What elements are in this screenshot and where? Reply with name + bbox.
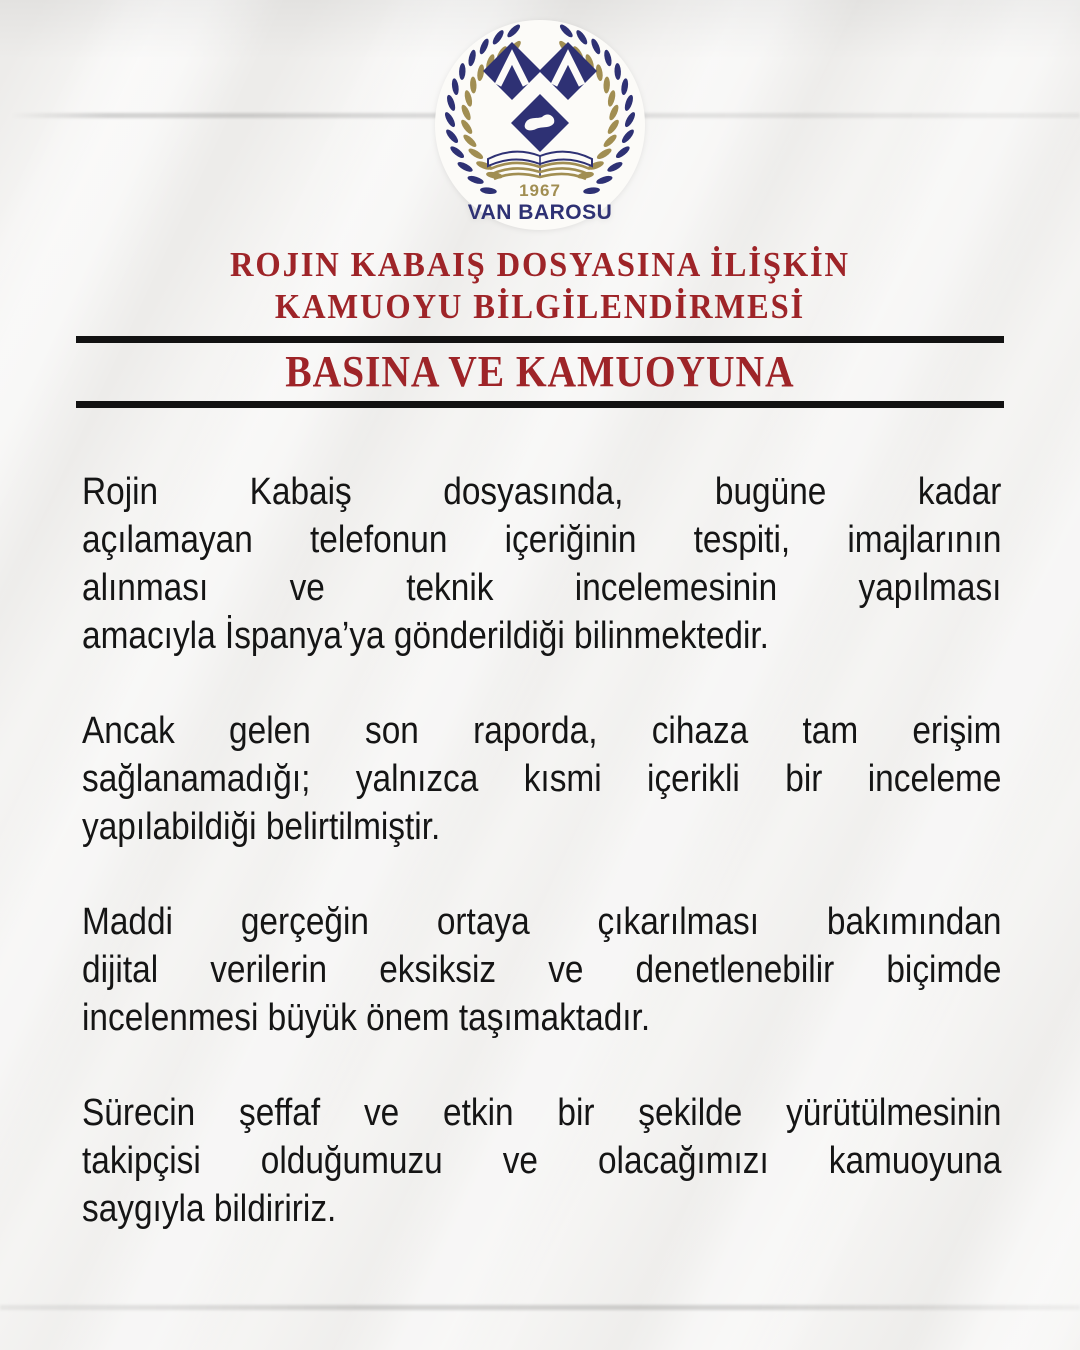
paragraph [82,1089,1080,1233]
logo-name: VAN BAROSU [467,201,613,224]
paragraph-line: Ancak gelen son raporda, cihaza tam erişim [82,710,1002,752]
paragraph-line: takipçisi olduğumuzu ve olacağımızı kamuoyuna [82,1140,1002,1182]
press-public-heading-text: BASINA VE KAMUOYUNA [285,347,795,396]
paragraph [82,707,1080,851]
paragraph-line: Sürecin şeffaf ve etkin bir şekilde yürütülmesinin [82,1092,1002,1134]
van-barosu-logo-icon [434,19,646,231]
paragraph-line: Rojin Kabaiş dosyasında, bugüne kadar [82,471,1002,513]
paragraph [82,898,1080,1042]
divider-rule-top [76,336,1004,343]
paper-crease-bottom [0,1305,1080,1310]
paragraph-line: dijital verilerin eksiksiz ve denetlenebilir biçimde [82,949,1002,991]
paragraph-line: alınması ve teknik incelemesinin yapılması [82,567,1002,609]
paragraph-line: incelenmesi büyük önem taşımaktadır. [82,997,651,1039]
paragraph-line: sağlanamadığı; yalnızca kısmi içerikli bir inceleme [82,758,1002,800]
paragraph-line: saygıyla bildiririz. [82,1188,337,1230]
logo-container [0,0,1080,231]
open-book-icon [488,152,592,179]
press-public-heading [0,349,1080,395]
divider-rule-bottom [76,401,1004,408]
title-line-1: ROJIN KABAIŞ DOSYASINA İLİŞKİN [230,245,850,284]
paragraph-line: amacıyla İspanya’ya gönderildiği bilinmektedir. [82,615,769,657]
paragraph-line: yapılabildiği belirtilmiştir. [82,806,441,848]
paragraph-line: açılamayan telefonun içeriğinin tespiti, imajlarının [82,519,1002,561]
body-text [82,468,1080,1233]
logo-year: 1967 [519,181,561,200]
paragraph-line: Maddi gerçeğin ortaya çıkarılması bakımından [82,901,1002,943]
title-line-2: KAMUOYU BİLGİLENDİRMESİ [274,287,806,326]
announcement-title [0,244,1080,328]
paragraph [82,468,1080,660]
